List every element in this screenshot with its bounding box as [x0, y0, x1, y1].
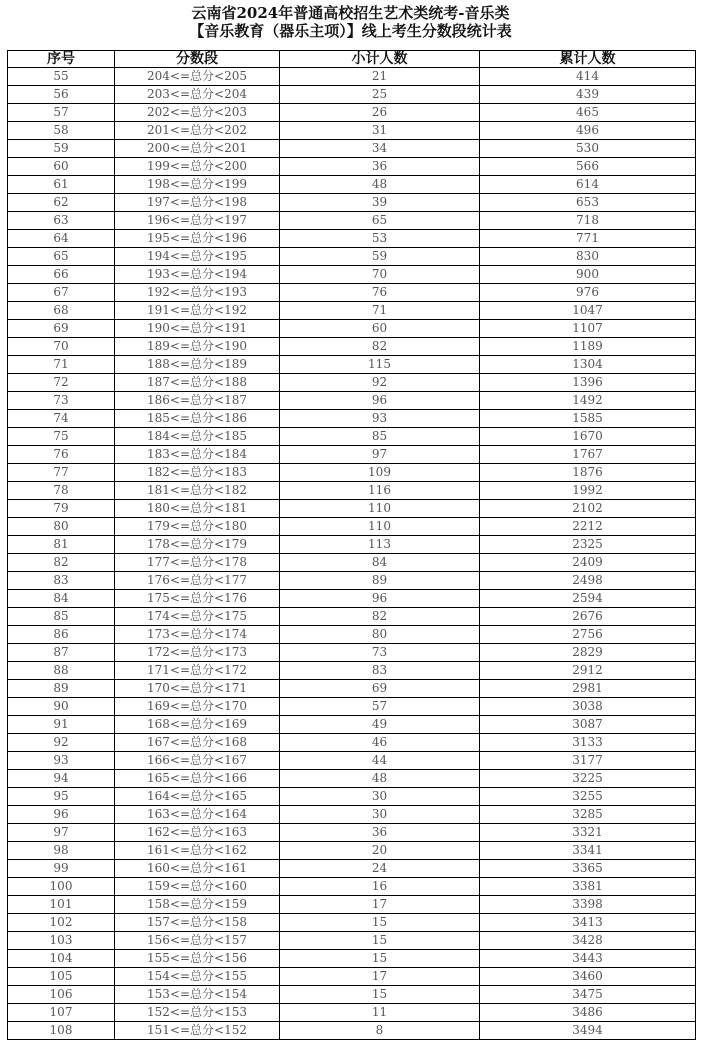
cell-cumulative: 2676 — [480, 608, 696, 626]
cell-subtotal: 92 — [280, 374, 480, 392]
table-body — [8, 68, 696, 1040]
cell-index: 96 — [8, 806, 115, 824]
cell-subtotal: 60 — [280, 320, 480, 338]
cell-cumulative: 2829 — [480, 644, 696, 662]
cell-cumulative: 2912 — [480, 662, 696, 680]
cell-cumulative: 3381 — [480, 878, 696, 896]
cell-index: 70 — [8, 338, 115, 356]
cell-score-range: 198<=总分<199 — [115, 176, 280, 194]
cell-cumulative: 3285 — [480, 806, 696, 824]
table-row — [8, 878, 696, 896]
table-row — [8, 320, 696, 338]
cell-cumulative: 3494 — [480, 1022, 696, 1040]
cell-cumulative: 2325 — [480, 536, 696, 554]
table-row — [8, 590, 696, 608]
cell-score-range: 160<=总分<161 — [115, 860, 280, 878]
cell-cumulative: 3255 — [480, 788, 696, 806]
table-row — [8, 698, 696, 716]
table-row — [8, 266, 696, 284]
cell-score-range: 192<=总分<193 — [115, 284, 280, 302]
cell-index: 95 — [8, 788, 115, 806]
cell-cumulative: 1992 — [480, 482, 696, 500]
cell-subtotal: 97 — [280, 446, 480, 464]
cell-index: 92 — [8, 734, 115, 752]
cell-score-range: 197<=总分<198 — [115, 194, 280, 212]
cell-cumulative: 566 — [480, 158, 696, 176]
table-row — [8, 212, 696, 230]
table-row — [8, 158, 696, 176]
cell-index: 107 — [8, 1004, 115, 1022]
cell-index: 103 — [8, 932, 115, 950]
cell-subtotal: 48 — [280, 770, 480, 788]
cell-cumulative: 3486 — [480, 1004, 696, 1022]
cell-score-range: 200<=总分<201 — [115, 140, 280, 158]
cell-index: 108 — [8, 1022, 115, 1040]
table-row — [8, 644, 696, 662]
cell-index: 88 — [8, 662, 115, 680]
cell-index: 93 — [8, 752, 115, 770]
cell-score-range: 165<=总分<166 — [115, 770, 280, 788]
cell-score-range: 172<=总分<173 — [115, 644, 280, 662]
cell-cumulative: 2409 — [480, 554, 696, 572]
table-row — [8, 536, 696, 554]
header-cumulative: 累计人数 — [480, 51, 696, 68]
cell-score-range: 199<=总分<200 — [115, 158, 280, 176]
table-row — [8, 482, 696, 500]
table-row — [8, 374, 696, 392]
cell-score-range: 156<=总分<157 — [115, 932, 280, 950]
cell-index: 74 — [8, 410, 115, 428]
cell-index: 62 — [8, 194, 115, 212]
cell-score-range: 204<=总分<205 — [115, 68, 280, 86]
cell-score-range: 153<=总分<154 — [115, 986, 280, 1004]
cell-index: 76 — [8, 446, 115, 464]
cell-subtotal: 85 — [280, 428, 480, 446]
cell-subtotal: 11 — [280, 1004, 480, 1022]
cell-score-range: 188<=总分<189 — [115, 356, 280, 374]
table-row — [8, 968, 696, 986]
cell-index: 71 — [8, 356, 115, 374]
table-header-row — [8, 51, 696, 68]
cell-subtotal: 15 — [280, 950, 480, 968]
cell-subtotal: 36 — [280, 824, 480, 842]
cell-index: 98 — [8, 842, 115, 860]
cell-cumulative: 3321 — [480, 824, 696, 842]
cell-index: 60 — [8, 158, 115, 176]
cell-score-range: 151<=总分<152 — [115, 1022, 280, 1040]
cell-subtotal: 57 — [280, 698, 480, 716]
cell-subtotal: 39 — [280, 194, 480, 212]
cell-subtotal: 83 — [280, 662, 480, 680]
cell-index: 85 — [8, 608, 115, 626]
table-row — [8, 896, 696, 914]
cell-subtotal: 30 — [280, 788, 480, 806]
cell-cumulative: 3460 — [480, 968, 696, 986]
cell-score-range: 195<=总分<196 — [115, 230, 280, 248]
cell-cumulative: 3341 — [480, 842, 696, 860]
cell-cumulative: 3133 — [480, 734, 696, 752]
cell-index: 68 — [8, 302, 115, 320]
cell-cumulative: 1767 — [480, 446, 696, 464]
cell-score-range: 167<=总分<168 — [115, 734, 280, 752]
cell-subtotal: 110 — [280, 500, 480, 518]
cell-subtotal: 25 — [280, 86, 480, 104]
cell-index: 97 — [8, 824, 115, 842]
cell-cumulative: 439 — [480, 86, 696, 104]
cell-cumulative: 3443 — [480, 950, 696, 968]
cell-subtotal: 24 — [280, 860, 480, 878]
table-row — [8, 914, 696, 932]
cell-score-range: 158<=总分<159 — [115, 896, 280, 914]
table-row — [8, 194, 696, 212]
cell-cumulative: 2756 — [480, 626, 696, 644]
cell-index: 80 — [8, 518, 115, 536]
cell-index: 102 — [8, 914, 115, 932]
cell-cumulative: 1107 — [480, 320, 696, 338]
cell-score-range: 169<=总分<170 — [115, 698, 280, 716]
cell-score-range: 187<=总分<188 — [115, 374, 280, 392]
cell-cumulative: 3428 — [480, 932, 696, 950]
cell-cumulative: 3365 — [480, 860, 696, 878]
header-score-range: 分数段 — [115, 51, 280, 68]
cell-subtotal: 116 — [280, 482, 480, 500]
cell-index: 78 — [8, 482, 115, 500]
cell-subtotal: 15 — [280, 986, 480, 1004]
cell-score-range: 164<=总分<165 — [115, 788, 280, 806]
table-row — [8, 860, 696, 878]
cell-cumulative: 830 — [480, 248, 696, 266]
table-row — [8, 1022, 696, 1040]
table-row — [8, 662, 696, 680]
cell-score-range: 173<=总分<174 — [115, 626, 280, 644]
cell-subtotal: 36 — [280, 158, 480, 176]
cell-index: 61 — [8, 176, 115, 194]
cell-score-range: 159<=总分<160 — [115, 878, 280, 896]
cell-index: 59 — [8, 140, 115, 158]
cell-subtotal: 110 — [280, 518, 480, 536]
cell-index: 75 — [8, 428, 115, 446]
table-row — [8, 842, 696, 860]
cell-score-range: 163<=总分<164 — [115, 806, 280, 824]
cell-index: 64 — [8, 230, 115, 248]
cell-index: 79 — [8, 500, 115, 518]
table-row — [8, 680, 696, 698]
cell-subtotal: 17 — [280, 968, 480, 986]
table-row — [8, 932, 696, 950]
cell-score-range: 202<=总分<203 — [115, 104, 280, 122]
cell-index: 55 — [8, 68, 115, 86]
cell-cumulative: 2594 — [480, 590, 696, 608]
cell-subtotal: 48 — [280, 176, 480, 194]
cell-cumulative: 3398 — [480, 896, 696, 914]
cell-index: 82 — [8, 554, 115, 572]
table-row — [8, 428, 696, 446]
cell-cumulative: 976 — [480, 284, 696, 302]
cell-index: 90 — [8, 698, 115, 716]
table-row — [8, 410, 696, 428]
cell-subtotal: 84 — [280, 554, 480, 572]
cell-subtotal: 44 — [280, 752, 480, 770]
cell-score-range: 201<=总分<202 — [115, 122, 280, 140]
cell-subtotal: 115 — [280, 356, 480, 374]
table-row — [8, 554, 696, 572]
cell-subtotal: 71 — [280, 302, 480, 320]
cell-score-range: 186<=总分<187 — [115, 392, 280, 410]
cell-score-range: 190<=总分<191 — [115, 320, 280, 338]
table-row — [8, 986, 696, 1004]
cell-subtotal: 73 — [280, 644, 480, 662]
cell-cumulative: 414 — [480, 68, 696, 86]
cell-cumulative: 2498 — [480, 572, 696, 590]
cell-index: 81 — [8, 536, 115, 554]
cell-index: 77 — [8, 464, 115, 482]
table-row — [8, 824, 696, 842]
table-row — [8, 716, 696, 734]
cell-subtotal: 76 — [280, 284, 480, 302]
cell-index: 86 — [8, 626, 115, 644]
cell-score-range: 157<=总分<158 — [115, 914, 280, 932]
table-row — [8, 950, 696, 968]
table-row — [8, 338, 696, 356]
table-row — [8, 518, 696, 536]
table-row — [8, 734, 696, 752]
cell-index: 106 — [8, 986, 115, 1004]
page-title — [0, 4, 701, 40]
cell-score-range: 161<=总分<162 — [115, 842, 280, 860]
cell-score-range: 176<=总分<177 — [115, 572, 280, 590]
cell-score-range: 181<=总分<182 — [115, 482, 280, 500]
cell-subtotal: 53 — [280, 230, 480, 248]
cell-index: 66 — [8, 266, 115, 284]
cell-score-range: 182<=总分<183 — [115, 464, 280, 482]
cell-score-range: 180<=总分<181 — [115, 500, 280, 518]
cell-subtotal: 96 — [280, 392, 480, 410]
cell-subtotal: 80 — [280, 626, 480, 644]
cell-cumulative: 2981 — [480, 680, 696, 698]
cell-score-range: 177<=总分<178 — [115, 554, 280, 572]
cell-cumulative: 1492 — [480, 392, 696, 410]
cell-score-range: 184<=总分<185 — [115, 428, 280, 446]
cell-cumulative: 3225 — [480, 770, 696, 788]
cell-index: 104 — [8, 950, 115, 968]
table-row — [8, 788, 696, 806]
cell-subtotal: 89 — [280, 572, 480, 590]
cell-index: 101 — [8, 896, 115, 914]
table-row — [8, 572, 696, 590]
cell-score-range: 171<=总分<172 — [115, 662, 280, 680]
cell-index: 56 — [8, 86, 115, 104]
cell-subtotal: 69 — [280, 680, 480, 698]
cell-cumulative: 1670 — [480, 428, 696, 446]
table-row — [8, 752, 696, 770]
cell-cumulative: 1876 — [480, 464, 696, 482]
table-row — [8, 284, 696, 302]
cell-score-range: 185<=总分<186 — [115, 410, 280, 428]
cell-cumulative: 614 — [480, 176, 696, 194]
cell-cumulative: 718 — [480, 212, 696, 230]
table-row — [8, 770, 696, 788]
cell-index: 65 — [8, 248, 115, 266]
table-row — [8, 500, 696, 518]
cell-subtotal: 17 — [280, 896, 480, 914]
table-row — [8, 86, 696, 104]
cell-score-range: 175<=总分<176 — [115, 590, 280, 608]
cell-score-range: 196<=总分<197 — [115, 212, 280, 230]
cell-subtotal: 46 — [280, 734, 480, 752]
cell-cumulative: 3475 — [480, 986, 696, 1004]
cell-index: 89 — [8, 680, 115, 698]
table-row — [8, 104, 696, 122]
cell-score-range: 194<=总分<195 — [115, 248, 280, 266]
cell-subtotal: 96 — [280, 590, 480, 608]
table-row — [8, 392, 696, 410]
cell-score-range: 152<=总分<153 — [115, 1004, 280, 1022]
cell-cumulative: 496 — [480, 122, 696, 140]
cell-score-range: 162<=总分<163 — [115, 824, 280, 842]
table-row — [8, 122, 696, 140]
cell-cumulative: 1304 — [480, 356, 696, 374]
cell-subtotal: 82 — [280, 608, 480, 626]
cell-index: 91 — [8, 716, 115, 734]
cell-index: 72 — [8, 374, 115, 392]
table-row — [8, 248, 696, 266]
cell-score-range: 189<=总分<190 — [115, 338, 280, 356]
table-row — [8, 302, 696, 320]
cell-index: 83 — [8, 572, 115, 590]
cell-subtotal: 49 — [280, 716, 480, 734]
cell-cumulative: 465 — [480, 104, 696, 122]
cell-subtotal: 15 — [280, 932, 480, 950]
cell-index: 105 — [8, 968, 115, 986]
cell-index: 84 — [8, 590, 115, 608]
cell-index: 63 — [8, 212, 115, 230]
cell-cumulative: 3087 — [480, 716, 696, 734]
cell-cumulative: 771 — [480, 230, 696, 248]
cell-score-range: 183<=总分<184 — [115, 446, 280, 464]
cell-score-range: 168<=总分<169 — [115, 716, 280, 734]
table-row — [8, 446, 696, 464]
cell-score-range: 203<=总分<204 — [115, 86, 280, 104]
cell-subtotal: 8 — [280, 1022, 480, 1040]
cell-index: 67 — [8, 284, 115, 302]
title-line-2: 【音乐教育（器乐主项）】线上考生分数段统计表 — [189, 22, 512, 40]
header-index: 序号 — [8, 51, 115, 68]
cell-score-range: 178<=总分<179 — [115, 536, 280, 554]
cell-cumulative: 1396 — [480, 374, 696, 392]
cell-cumulative: 3413 — [480, 914, 696, 932]
table-row — [8, 356, 696, 374]
table-row — [8, 176, 696, 194]
cell-cumulative: 900 — [480, 266, 696, 284]
cell-subtotal: 109 — [280, 464, 480, 482]
cell-subtotal: 16 — [280, 878, 480, 896]
cell-subtotal: 30 — [280, 806, 480, 824]
table-row — [8, 230, 696, 248]
table-row — [8, 806, 696, 824]
cell-index: 94 — [8, 770, 115, 788]
cell-score-range: 170<=总分<171 — [115, 680, 280, 698]
cell-cumulative: 3038 — [480, 698, 696, 716]
cell-score-range: 191<=总分<192 — [115, 302, 280, 320]
table-row — [8, 68, 696, 86]
cell-index: 57 — [8, 104, 115, 122]
table-row — [8, 1004, 696, 1022]
cell-index: 69 — [8, 320, 115, 338]
cell-cumulative: 1585 — [480, 410, 696, 428]
cell-subtotal: 20 — [280, 842, 480, 860]
cell-score-range: 155<=总分<156 — [115, 950, 280, 968]
cell-index: 99 — [8, 860, 115, 878]
cell-subtotal: 34 — [280, 140, 480, 158]
table-row — [8, 464, 696, 482]
cell-cumulative: 1047 — [480, 302, 696, 320]
cell-cumulative: 3177 — [480, 752, 696, 770]
cell-index: 58 — [8, 122, 115, 140]
cell-score-range: 154<=总分<155 — [115, 968, 280, 986]
cell-subtotal: 82 — [280, 338, 480, 356]
cell-subtotal: 113 — [280, 536, 480, 554]
cell-subtotal: 15 — [280, 914, 480, 932]
cell-subtotal: 31 — [280, 122, 480, 140]
table-row — [8, 140, 696, 158]
cell-score-range: 166<=总分<167 — [115, 752, 280, 770]
cell-index: 73 — [8, 392, 115, 410]
cell-cumulative: 653 — [480, 194, 696, 212]
cell-cumulative: 2102 — [480, 500, 696, 518]
header-subtotal: 小计人数 — [280, 51, 480, 68]
cell-score-range: 193<=总分<194 — [115, 266, 280, 284]
cell-subtotal: 26 — [280, 104, 480, 122]
cell-score-range: 174<=总分<175 — [115, 608, 280, 626]
cell-subtotal: 93 — [280, 410, 480, 428]
cell-index: 87 — [8, 644, 115, 662]
cell-score-range: 179<=总分<180 — [115, 518, 280, 536]
table-row — [8, 626, 696, 644]
table-row — [8, 608, 696, 626]
cell-cumulative: 530 — [480, 140, 696, 158]
cell-index: 100 — [8, 878, 115, 896]
cell-subtotal: 59 — [280, 248, 480, 266]
cell-subtotal: 21 — [280, 68, 480, 86]
cell-subtotal: 70 — [280, 266, 480, 284]
cell-cumulative: 1189 — [480, 338, 696, 356]
score-distribution-table — [7, 50, 696, 1040]
cell-subtotal: 65 — [280, 212, 480, 230]
cell-cumulative: 2212 — [480, 518, 696, 536]
title-line-1: 云南省2024年普通高校招生艺术类统考-音乐类 — [191, 4, 510, 22]
